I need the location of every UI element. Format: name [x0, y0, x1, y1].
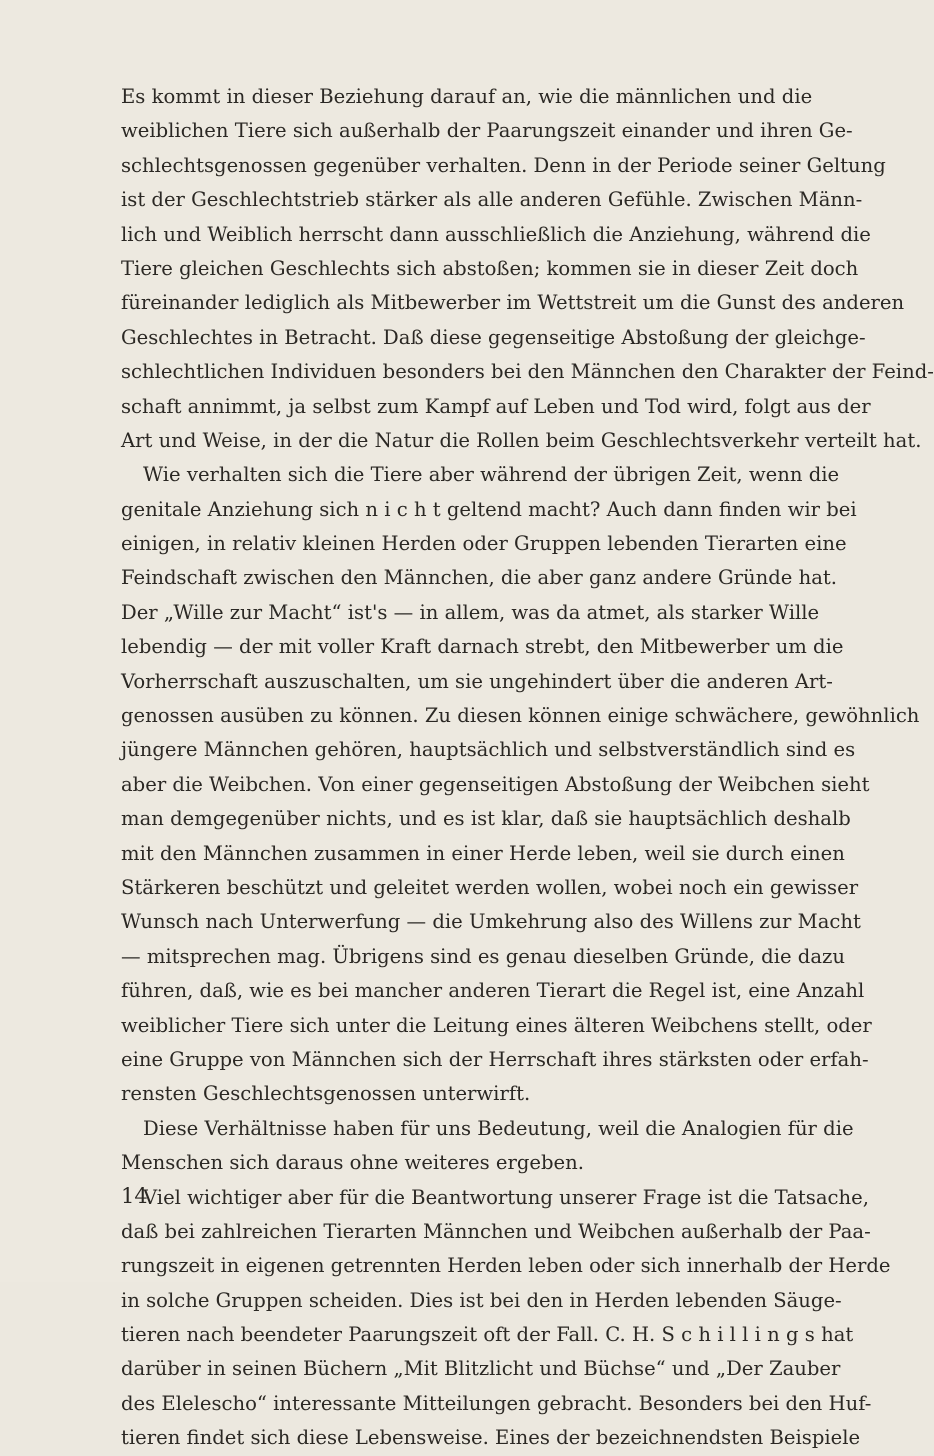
text-line: rensten Geschlechtsgenossen unterwirft.	[121, 1082, 531, 1106]
text-line: des Elelescho“ interessante Mitteilungen gebracht. Besonders bei den Huf-	[121, 1391, 872, 1415]
text-line: genitale Anziehung sich n i c h t geltend macht? Auch dann finden wir bei	[121, 497, 857, 521]
text-line: schlechtsgenossen gegenüber verhalten. Denn in der Periode seiner Geltung	[121, 153, 886, 177]
text-line: füreinander lediglich als Mitbewerber im Wettstreit um die Gunst des anderen	[121, 291, 905, 315]
text-line: tieren nach beendeter Paarungszeit oft der Fall. C. H. S c h i l l i n g s hat	[121, 1323, 854, 1347]
text-line: schaft annimmt, ja selbst zum Kampf auf Leben und Tod wird, folgt aus der	[121, 394, 871, 418]
text-line: darüber in seinen Büchern „Mit Blitzlicht und Büchse“ und „Der Zauber	[121, 1357, 841, 1381]
text-line: rungszeit in eigenen getrennten Herden leben oder sich innerhalb der Herde	[121, 1254, 891, 1278]
text-line: tieren findet sich diese Lebensweise. Eines der bezeichnendsten Beispiele	[121, 1426, 861, 1450]
text-line: mit den Männchen zusammen in einer Herde leben, weil sie durch einen	[121, 841, 845, 865]
text-line: Feindschaft zwischen den Männchen, die aber ganz andere Gründe hat.	[121, 566, 838, 590]
text-line: man demgegenüber nichts, und es ist klar, daß sie hauptsächlich deshalb	[121, 807, 851, 831]
text-line: einigen, in relativ kleinen Herden oder Gruppen lebenden Tierarten eine	[121, 532, 847, 556]
text-line: ist der Geschlechtstrieb stärker als alle anderen Gefühle. Zwischen Männ-	[121, 188, 863, 212]
text-line: Viel wichtiger aber für die Beantwortung unserer Frage ist die Tatsache,	[143, 1185, 869, 1209]
text-line: genossen ausüben zu können. Zu diesen können einige schwächere, gewöhnlich	[121, 704, 920, 728]
text-line: — mitsprechen mag. Übrigens sind es genau dieselben Gründe, die dazu	[121, 944, 845, 968]
text-line: Tiere gleichen Geschlechts sich abstoßen; kommen sie in dieser Zeit doch	[121, 256, 859, 280]
text-line: führen, daß, wie es bei mancher anderen Tierart die Regel ist, eine Anzahl	[121, 979, 865, 1003]
text-line: weiblichen Tiere sich außerhalb der Paarungszeit einander und ihren Ge-	[121, 119, 853, 143]
text-line: in solche Gruppen scheiden. Dies ist bei den in Herden lebenden Säuge-	[121, 1288, 842, 1312]
text-line: Wie verhalten sich die Tiere aber während der übrigen Zeit, wenn die	[143, 463, 840, 487]
text-line: Geschlechtes in Betracht. Daß diese gegenseitige Abstoßung der gleichge-	[121, 325, 866, 349]
text-line: daß bei zahlreichen Tierarten Männchen und Weibchen außerhalb der Paa-	[121, 1219, 871, 1243]
text-line: Menschen sich daraus ohne weiteres ergeben.	[121, 1151, 584, 1175]
text-line: lebendig — der mit voller Kraft darnach strebt, den Mitbewerber um die	[121, 635, 844, 659]
text-line: lich und Weiblich herrscht dann ausschließlich die Anziehung, während die	[121, 222, 871, 246]
text-line: Wunsch nach Unterwerfung — die Umkehrung also des Willens zur Macht	[121, 910, 861, 934]
text-line: Es kommt in dieser Beziehung darauf an, wie die männlichen und die	[121, 85, 813, 108]
text-line: weiblicher Tiere sich unter die Leitung eines älteren Weibchens stellt, oder	[121, 1013, 872, 1037]
text-line: Art und Weise, in der die Natur die Rollen beim Geschlechtsverkehr verteilt hat.	[121, 428, 922, 452]
text-line: Der „Wille zur Macht“ ist's — in allem, was da atmet, als starker Wille	[121, 600, 820, 624]
text-line: Vorherrschaft auszuschalten, um sie ungehindert über die anderen Art-	[121, 669, 833, 693]
text-line: aber die Weibchen. Von einer gegenseitigen Abstoßung der Weibchen sieht	[121, 772, 870, 796]
page-number: 14	[121, 1184, 148, 1208]
text-line: jüngere Männchen gehören, hauptsächlich und selbstverständlich sind es	[121, 738, 856, 762]
text-line: schlechtlichen Individuen besonders bei den Männchen den Charakter der Feind-	[121, 360, 934, 384]
text-line: Diese Verhältnisse haben für uns Bedeutung, weil die Analogien für die	[143, 1116, 854, 1140]
text-line: eine Gruppe von Männchen sich der Herrschaft ihres stärksten oder erfah-	[121, 1047, 869, 1071]
body-text	[121, 80, 934, 1456]
text-line: Stärkeren beschützt und geleitet werden wollen, wobei noch ein gewisser	[121, 875, 859, 899]
